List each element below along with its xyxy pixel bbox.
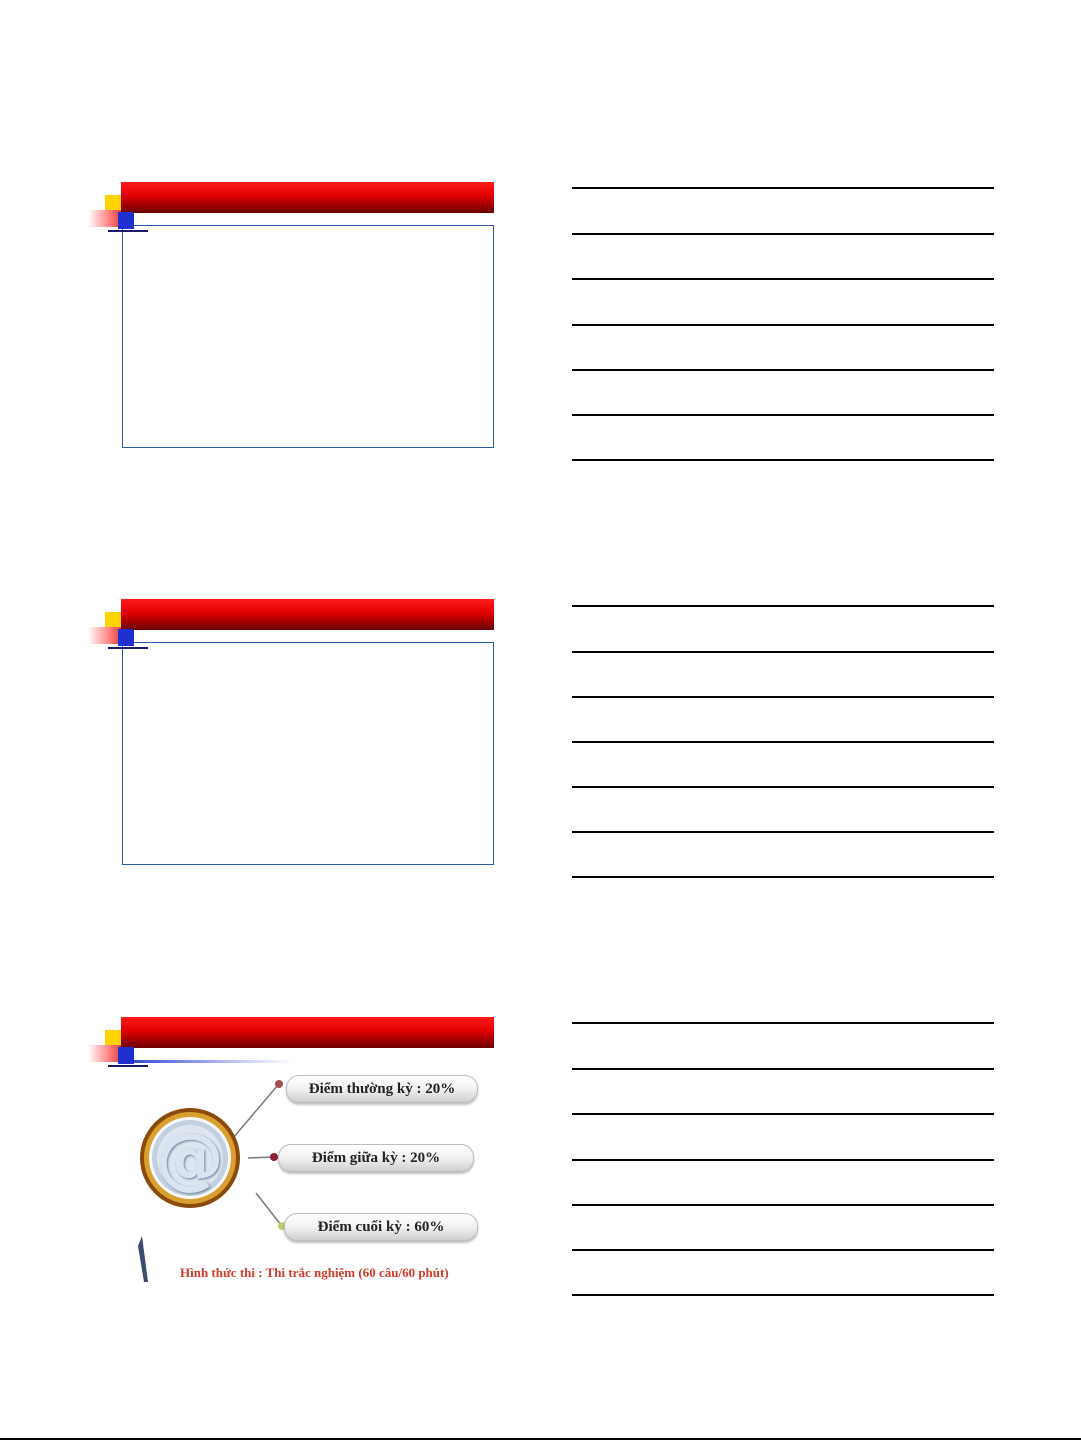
exam-format-caption: Hình thức thi : Thi trắc nghiệm (60 câu/60 phút) <box>180 1265 449 1280</box>
note-line <box>572 187 994 189</box>
slide-content-box <box>122 642 494 865</box>
slide-decoration-square <box>105 1030 121 1046</box>
grade-item-regular <box>286 1075 478 1103</box>
note-line <box>572 233 994 235</box>
grade-item-label: Điểm thường kỳ : 20% <box>308 1080 456 1097</box>
note-line <box>572 651 994 653</box>
grade-item-label: Điểm cuối kỳ : 60% <box>317 1218 445 1235</box>
slide-1 <box>88 182 500 472</box>
note-line <box>572 876 994 878</box>
slide-title-bar <box>121 182 494 213</box>
slide-decoration-line <box>108 230 148 232</box>
note-line <box>572 696 994 698</box>
slide-decoration-line <box>108 647 148 649</box>
grade-item-label: Điểm giữa kỳ : 20% <box>311 1149 441 1166</box>
note-line <box>572 1113 994 1115</box>
slide-title-bar <box>121 1017 494 1048</box>
slide-2 <box>88 599 500 889</box>
note-line <box>572 278 994 280</box>
note-line <box>572 605 994 607</box>
note-line <box>572 459 994 461</box>
note-line <box>572 1204 994 1206</box>
note-line <box>572 414 994 416</box>
slide-decoration-square <box>105 612 121 628</box>
note-line <box>572 741 994 743</box>
note-line <box>572 786 994 788</box>
slide-decoration-square-blue <box>118 1047 134 1064</box>
grading-diagram <box>138 1060 480 1284</box>
slide-decoration-square-blue <box>118 629 134 646</box>
note-line <box>572 831 994 833</box>
slide-title-bar <box>121 599 494 630</box>
note-line <box>572 1294 994 1296</box>
note-line <box>572 369 994 371</box>
slide-content-box <box>122 225 494 448</box>
slide-decoration-square <box>105 195 121 211</box>
grade-item-midterm <box>278 1144 474 1172</box>
page-bottom-rule <box>0 1438 1081 1440</box>
slide-decoration-square-blue <box>118 212 134 229</box>
note-line <box>572 1022 994 1024</box>
note-line <box>572 1249 994 1251</box>
at-sign-icon: @ <box>156 1118 224 1198</box>
note-line <box>572 1068 994 1070</box>
grade-item-final <box>284 1213 478 1241</box>
note-line <box>572 324 994 326</box>
note-line <box>572 1159 994 1161</box>
